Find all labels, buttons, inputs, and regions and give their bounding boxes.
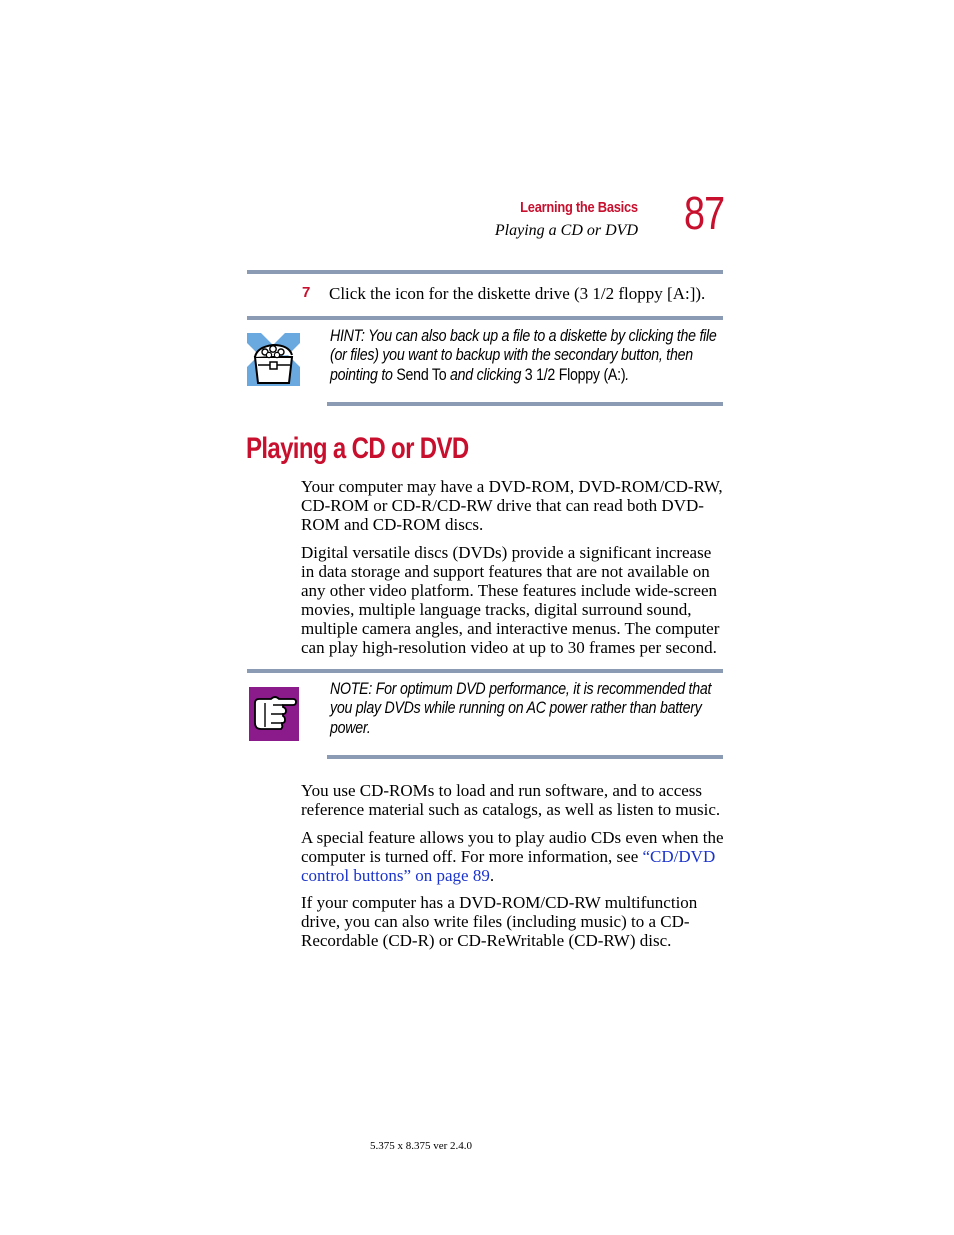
hint-line: (or files) you want to backup with the secondary button, then: [330, 346, 693, 365]
paragraph-line: Recordable (CD-R) or CD-ReWritable (CD-RW) disc.: [301, 931, 672, 950]
paragraph-line: can play high-resolution video at up to 30 frames per second.: [301, 638, 717, 657]
paragraph-line: drive, you can also write files (including music) to a CD-: [301, 912, 690, 931]
step-text: Click the icon for the diskette drive (3 1/2 floppy [A:]).: [329, 284, 706, 303]
paragraph: [301, 828, 726, 885]
paragraph-line: in data storage and support features that are not available on: [301, 562, 710, 581]
hint-text: [330, 327, 721, 385]
hint-text-part: and clicking: [446, 365, 525, 384]
running-header-subsection: Playing a CD or DVD: [494, 222, 638, 239]
paragraph-line: CD-ROM or CD-R/CD-RW drive that can read both DVD-: [301, 496, 704, 515]
note-line: you play DVDs while running on AC power rather than battery: [330, 699, 702, 718]
running-header-section: Learning the Basics: [520, 199, 638, 216]
note-line: power.: [330, 718, 371, 737]
paragraph-line: Your computer may have a DVD-ROM, DVD-ROM/CD-RW,: [301, 477, 723, 496]
cross-reference-link[interactable]: control buttons” on page 89: [301, 866, 490, 885]
hint-text-part: pointing to: [330, 365, 397, 384]
paragraph-line: reference material such as catalogs, as well as listen to music.: [301, 800, 721, 819]
paragraph-line: any other video platform. These features include wide-screen: [301, 581, 718, 600]
ui-term-send-to: Send To: [396, 365, 447, 384]
pointing-hand-icon: [249, 687, 299, 741]
divider-rule: [247, 270, 723, 274]
paragraph-text: computer is turned off. For more information, see: [301, 847, 643, 866]
paragraph-line: ROM and CD-ROM discs.: [301, 515, 484, 534]
paragraph-line: You use CD-ROMs to load and run software, and to access: [301, 781, 703, 800]
note-text: [330, 680, 721, 738]
paragraph-line: A special feature allows you to play audio CDs even when the: [301, 828, 724, 847]
divider-rule: [247, 316, 723, 320]
page-number: 87: [684, 187, 725, 239]
note-line: NOTE: For optimum DVD performance, it is recommended that: [330, 680, 712, 698]
paragraph-line: multiple camera angles, and interactive menus. The computer: [301, 619, 720, 638]
cross-reference-link[interactable]: “CD/DVD: [642, 847, 716, 866]
paragraph: [301, 893, 726, 950]
paragraph: [301, 477, 726, 534]
ui-term-floppy: 3 1/2 Floppy (A:): [524, 365, 626, 384]
page-footer: 5.375 x 8.375 ver 2.4.0: [370, 1140, 473, 1152]
hint-line: HINT: You can also back up a file to a diskette by clicking the file: [330, 327, 717, 345]
divider-rule: [327, 755, 723, 759]
paragraph-line: movies, multiple language tracks, digital surround sound,: [301, 600, 692, 619]
divider-rule: [247, 669, 723, 673]
paragraph: [301, 781, 726, 819]
paragraph-line: [301, 847, 726, 866]
paragraph-line: [301, 866, 726, 885]
paragraph-line: Digital versatile discs (DVDs) provide a significant increase: [301, 543, 712, 562]
paragraph: [301, 543, 726, 657]
section-title: Playing a CD or DVD: [246, 432, 469, 465]
hint-line: [330, 366, 721, 385]
divider-rule: [327, 402, 723, 406]
treasure-chest-icon: [247, 333, 300, 386]
hint-text-part: .: [625, 365, 629, 384]
step-number: 7: [302, 284, 311, 301]
paragraph-line: If your computer has a DVD-ROM/CD-RW multifunction: [301, 893, 698, 912]
paragraph-text: .: [489, 866, 495, 885]
